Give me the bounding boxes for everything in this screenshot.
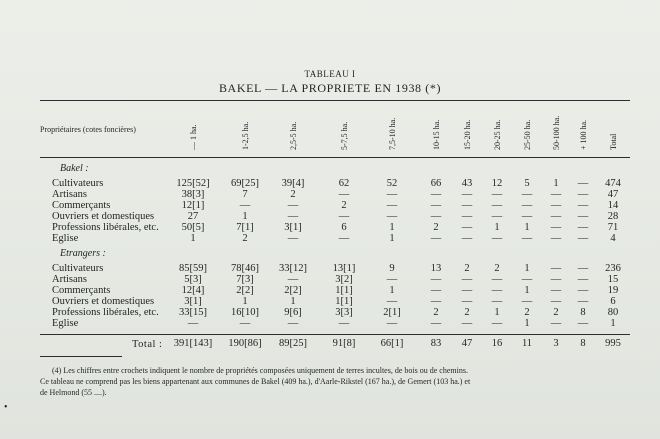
table-cell: 12[4] xyxy=(181,285,205,296)
table-cell: 1 xyxy=(524,263,530,274)
table-cell: — xyxy=(550,211,562,222)
table-cell: 2 xyxy=(290,189,296,200)
total-rule xyxy=(40,334,630,335)
column-header: 15-20 ha. xyxy=(463,119,472,150)
top-rule xyxy=(40,100,630,101)
table-cell: 2 xyxy=(341,200,347,211)
table-cell: — xyxy=(386,296,398,307)
table-cell: 2 xyxy=(464,307,470,318)
column-header: 5-7,5 ha. xyxy=(340,121,349,150)
table-cell: 1 xyxy=(494,222,500,233)
table-cell: — xyxy=(430,274,442,285)
table-cell: 1 xyxy=(524,285,530,296)
table-cell: 13 xyxy=(430,263,442,274)
table-cell: 2[2] xyxy=(284,285,302,296)
table-cell: — xyxy=(461,189,473,200)
footnote-line: Ce tableau ne comprend pas les biens appartenant aux communes de Bakel (409 ha.), d'Aarle-Rikstel (167 ha.), de Gemert (103 ha.) et xyxy=(40,377,471,386)
table-cell: — xyxy=(338,318,350,329)
table-cell: 27 xyxy=(187,211,199,222)
table-cell: — xyxy=(287,233,299,244)
table-cell: 9 xyxy=(389,263,395,274)
table-cell: 3[3] xyxy=(335,307,353,318)
table-cell: — xyxy=(550,263,562,274)
table-cell: 12[1] xyxy=(181,200,205,211)
table-cell: 2 xyxy=(433,222,439,233)
total-cell: 66[1] xyxy=(380,338,404,349)
table-cell: — xyxy=(461,222,473,233)
total-cell: 190[86] xyxy=(228,338,262,349)
table-cell: 2 xyxy=(242,233,248,244)
table-cell: 19 xyxy=(607,285,619,296)
column-header: 2,5-5 ha. xyxy=(289,121,298,150)
column-header: 20-25 ha. xyxy=(493,119,502,150)
table-cell: — xyxy=(287,274,299,285)
table-cell: — xyxy=(521,296,533,307)
table-cell: 125[52] xyxy=(176,178,210,189)
table-cell: 7[3] xyxy=(236,274,254,285)
table-cell: 43 xyxy=(461,178,473,189)
table-cell: 47 xyxy=(607,189,619,200)
table-cell: — xyxy=(577,285,589,296)
table-cell: — xyxy=(430,233,442,244)
table-cell: 2[1] xyxy=(383,307,401,318)
row-label: Cultivateurs xyxy=(52,178,104,189)
table-cell: 1 xyxy=(524,318,530,329)
row-label: Commerçants xyxy=(52,200,111,211)
table-cell: 33[15] xyxy=(179,307,207,318)
table-cell: — xyxy=(577,200,589,211)
table-cell: — xyxy=(287,211,299,222)
table-cell: — xyxy=(491,274,503,285)
table-cell: 39[4] xyxy=(281,178,305,189)
table-cell: — xyxy=(550,285,562,296)
table-cell: — xyxy=(430,296,442,307)
row-label: Eglise xyxy=(52,318,79,329)
column-header: 25-50 ha. xyxy=(523,119,532,150)
table-cell: 7[1] xyxy=(236,222,254,233)
table-cell: — xyxy=(550,233,562,244)
total-label: Total : xyxy=(132,339,163,350)
total-cell: 3 xyxy=(553,338,559,349)
table-cell: 5[3] xyxy=(184,274,202,285)
table-cell: 69[25] xyxy=(231,178,259,189)
column-header: + 100 ha. xyxy=(579,119,588,150)
table-cell: — xyxy=(550,274,562,285)
row-label: Ouvriers et domestiques xyxy=(52,211,155,222)
total-cell: 89[25] xyxy=(279,338,307,349)
table-cell: — xyxy=(430,318,442,329)
table-cell: 7 xyxy=(242,189,248,200)
table-cell: — xyxy=(386,318,398,329)
table-cell: 2[2] xyxy=(236,285,254,296)
footnote-line: (4) Les chiffres entre crochets indiquent le nombre de propriétés composées uniquement de terres incultes, de bois ou de chemins. xyxy=(52,366,468,375)
table-cell: 50[5] xyxy=(181,222,205,233)
table-cell: 78[46] xyxy=(231,263,259,274)
table-cell: 474 xyxy=(605,178,621,189)
table-cell: — xyxy=(338,211,350,222)
table-cell: 38[3] xyxy=(181,189,205,200)
table-cell: — xyxy=(550,189,562,200)
table-cell: — xyxy=(461,274,473,285)
table-cell: 52 xyxy=(386,178,398,189)
row-label: Professions libérales, etc. xyxy=(52,307,159,318)
table-cell: 14 xyxy=(607,200,619,211)
table-cell: — xyxy=(577,189,589,200)
table-cell: — xyxy=(461,296,473,307)
table-cell: 12 xyxy=(491,178,503,189)
table-cell: 15 xyxy=(607,274,619,285)
table-cell: 28 xyxy=(607,211,619,222)
table-cell: — xyxy=(287,200,299,211)
table-cell: 80 xyxy=(607,307,619,318)
table-cell: — xyxy=(461,285,473,296)
total-cell: 11 xyxy=(521,338,533,349)
footnote-line: de Helmond (55 ....). xyxy=(40,388,107,397)
row-label: Professions libérales, etc. xyxy=(52,222,159,233)
table-cell: — xyxy=(550,296,562,307)
table-cell: — xyxy=(430,285,442,296)
total-cell: 83 xyxy=(430,338,442,349)
table-cell: 1[1] xyxy=(335,296,353,307)
table-cell: 2 xyxy=(433,307,439,318)
table-cell: — xyxy=(521,274,533,285)
table-cell: — xyxy=(239,200,251,211)
table-cell: 6 xyxy=(610,296,616,307)
table-cell: — xyxy=(239,318,251,329)
table-cell: 33[12] xyxy=(279,263,307,274)
table-cell: 1[1] xyxy=(335,285,353,296)
column-header: 7,5-10 ha. xyxy=(388,117,397,150)
table-cell: — xyxy=(386,211,398,222)
table-cell: 85[59] xyxy=(179,263,207,274)
total-cell: 995 xyxy=(605,338,621,349)
table-cell: — xyxy=(577,274,589,285)
table-cell: — xyxy=(521,200,533,211)
table-cell: — xyxy=(577,263,589,274)
table-cell: 2 xyxy=(464,263,470,274)
section-title: Etrangers : xyxy=(60,248,106,259)
table-cell: — xyxy=(386,189,398,200)
table-cell: 1 xyxy=(389,222,395,233)
table-cell: — xyxy=(521,211,533,222)
row-label: Artisans xyxy=(52,189,87,200)
table-cell: — xyxy=(577,178,589,189)
table-cell: — xyxy=(550,222,562,233)
table-title: BAKEL — LA PROPRIETE EN 1938 (*) xyxy=(218,81,442,95)
table-cell: 1 xyxy=(242,211,248,222)
table-cell: — xyxy=(386,200,398,211)
table-cell: — xyxy=(550,200,562,211)
column-header: 10-15 ha. xyxy=(432,119,441,150)
table-cell: 1 xyxy=(389,233,395,244)
table-cell: — xyxy=(577,233,589,244)
table-cell: 2 xyxy=(553,307,559,318)
header-rule xyxy=(40,157,630,158)
table-cell: — xyxy=(491,233,503,244)
table-cell: — xyxy=(521,189,533,200)
table-cell: — xyxy=(577,211,589,222)
section-title: Bakel : xyxy=(60,163,89,174)
table-cell: — xyxy=(430,211,442,222)
table-cell: 8 xyxy=(580,307,586,318)
total-cell: 391[143] xyxy=(173,338,213,349)
table-cell: — xyxy=(577,318,589,329)
row-label: Ouvriers et domestiques xyxy=(52,296,155,307)
table-label: TABLEAU I xyxy=(304,69,356,79)
table-cell: — xyxy=(386,274,398,285)
row-label: Artisans xyxy=(52,274,87,285)
table-cell: 2 xyxy=(524,307,530,318)
row-label: Eglise xyxy=(52,233,79,244)
table-cell: — xyxy=(287,318,299,329)
table-cell: 1 xyxy=(290,296,296,307)
table-cell: 3[2] xyxy=(335,274,353,285)
table-cell: — xyxy=(461,233,473,244)
table-cell: 71 xyxy=(607,222,619,233)
table-cell: 13[1] xyxy=(332,263,356,274)
table-cell: — xyxy=(430,200,442,211)
margin-mark: • xyxy=(4,402,8,413)
table-cell: 6 xyxy=(341,222,347,233)
table-cell: — xyxy=(491,200,503,211)
total-cell: 8 xyxy=(580,338,586,349)
table-cell: 4 xyxy=(610,233,616,244)
table-cell: 1 xyxy=(494,307,500,318)
table-cell: 1 xyxy=(242,296,248,307)
table-cell: — xyxy=(577,296,589,307)
footnote-rule xyxy=(40,356,122,357)
table-cell: 1 xyxy=(610,318,616,329)
table-cell: 1 xyxy=(389,285,395,296)
table-cell: 62 xyxy=(338,178,350,189)
table-cell: 16[10] xyxy=(231,307,259,318)
total-cell: 47 xyxy=(461,338,473,349)
total-cell: 91[8] xyxy=(332,338,356,349)
table-cell: 236 xyxy=(605,263,621,274)
row-label: Cultivateurs xyxy=(52,263,104,274)
total-cell: 16 xyxy=(491,338,503,349)
table-cell: — xyxy=(491,211,503,222)
owner-header: Propriétaires (cotes foncières) xyxy=(40,125,136,134)
table-cell: — xyxy=(338,189,350,200)
table-cell: 66 xyxy=(430,178,442,189)
table-cell: — xyxy=(461,200,473,211)
table-cell: — xyxy=(491,189,503,200)
column-header: — 1 ha. xyxy=(189,124,198,150)
table-cell: 5 xyxy=(524,178,530,189)
table-cell: — xyxy=(430,189,442,200)
table-cell: — xyxy=(491,285,503,296)
table-cell: — xyxy=(491,318,503,329)
table-cell: — xyxy=(187,318,199,329)
table-cell: — xyxy=(521,233,533,244)
table-cell: — xyxy=(338,233,350,244)
column-header: Total xyxy=(609,133,618,150)
column-header: 1-2,5 ha. xyxy=(241,121,250,150)
row-label: Commerçants xyxy=(52,285,111,296)
table-cell: 2 xyxy=(494,263,500,274)
column-header: 50-100 ha. xyxy=(552,115,561,150)
table-cell: — xyxy=(491,296,503,307)
table-cell: — xyxy=(461,318,473,329)
table-cell: 3[1] xyxy=(184,296,202,307)
table-cell: 1 xyxy=(553,178,559,189)
table-cell: 1 xyxy=(190,233,196,244)
table-cell: 1 xyxy=(524,222,530,233)
table-cell: — xyxy=(461,211,473,222)
table-cell: — xyxy=(577,222,589,233)
table-cell: 9[6] xyxy=(284,307,302,318)
table-cell: 3[1] xyxy=(284,222,302,233)
table-cell: — xyxy=(550,318,562,329)
